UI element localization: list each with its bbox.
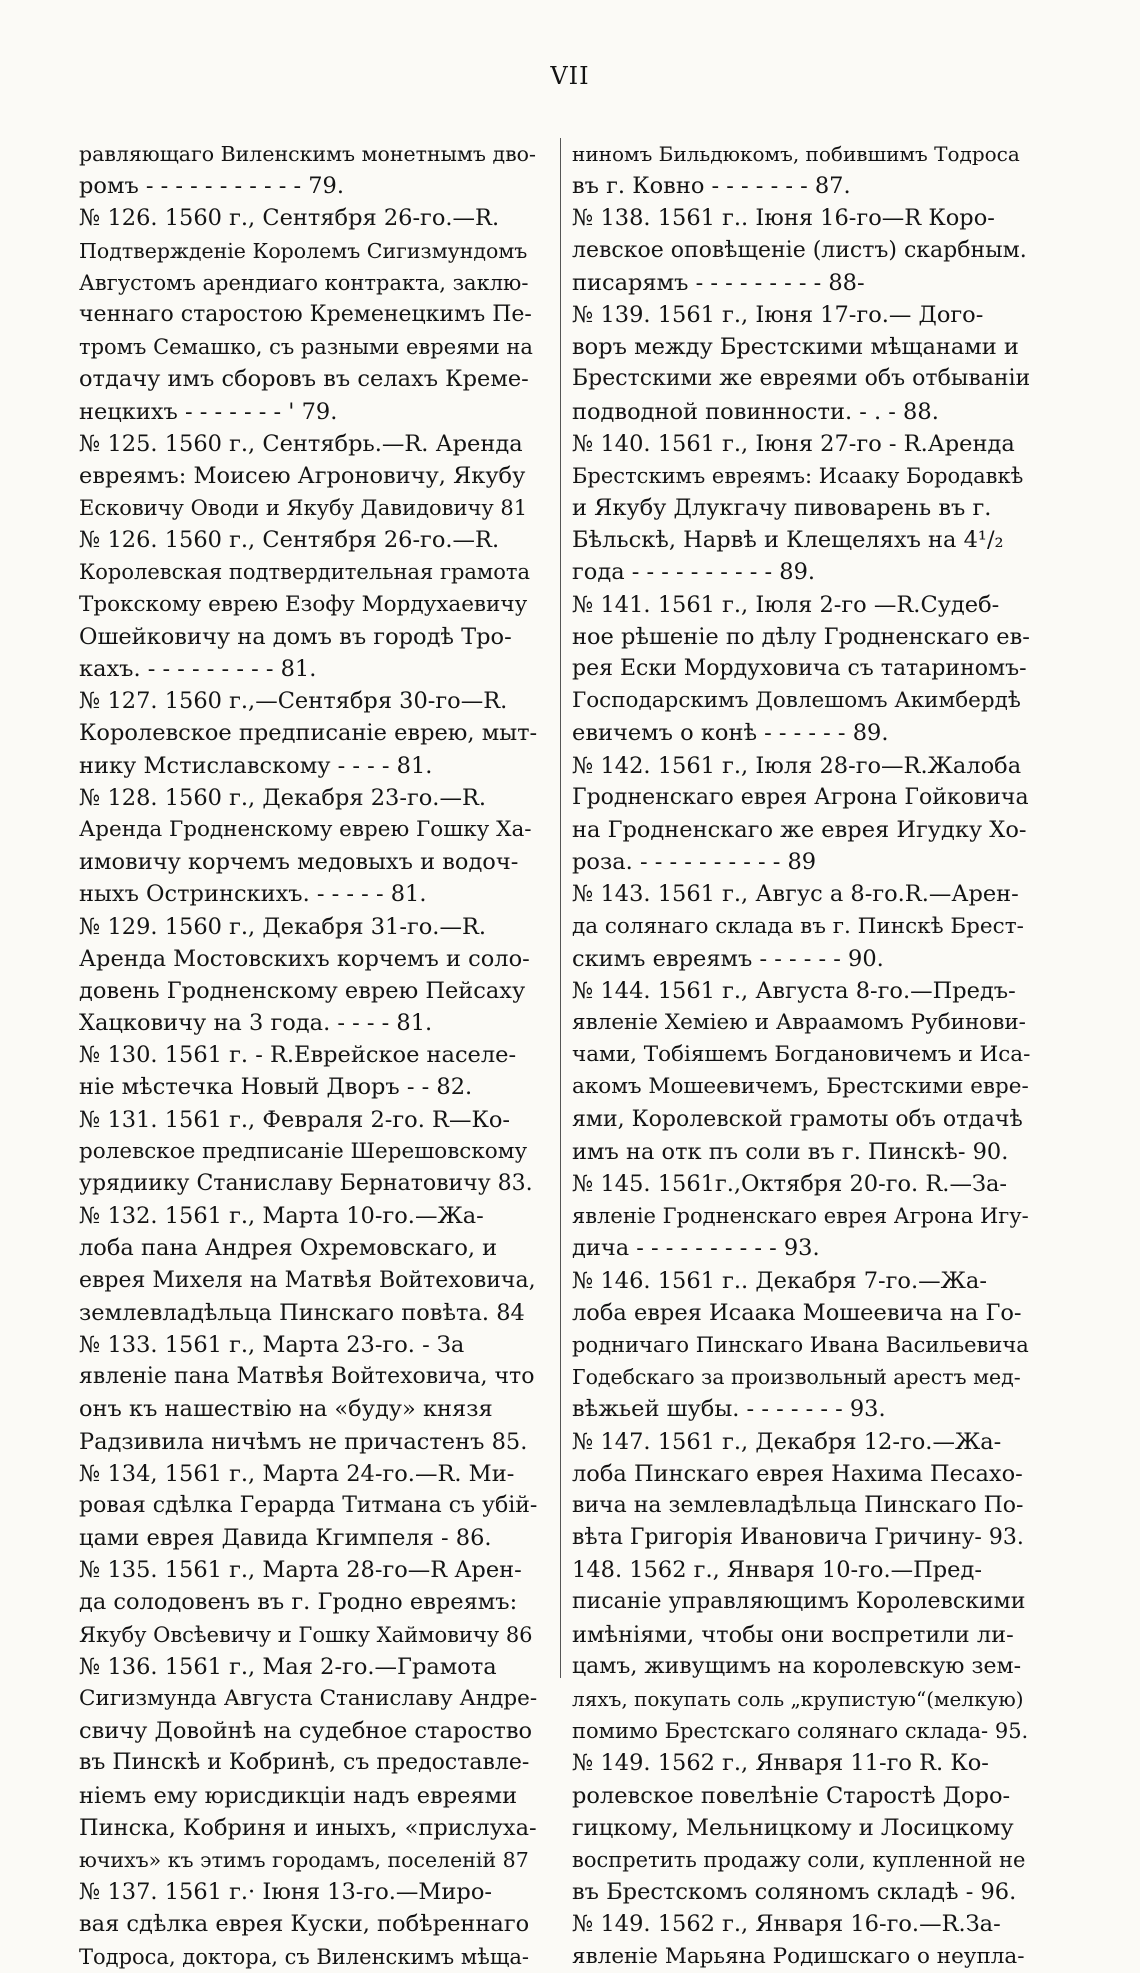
text-line: № 136. 1561 г., Мая 2-го.—Грамота [79,1653,497,1680]
text-line: вѣжьей шубы. - - - - - - - 93. [572,1396,886,1423]
text-line: № 129. 1560 г., Декабря 31-го.—R. [79,913,487,940]
text-line: года - - - - - - - - - - 89. [572,559,816,586]
text-line: № 125. 1560 г., Сентябрь.—R. Аренда [79,430,523,457]
text-line: Радзивила ничѣмъ не причастенъ 85. [79,1428,528,1455]
text-line: землевладѣльца Пинскаго повѣта. 84 [79,1299,525,1326]
text-line: родничаго Пинскаго Ивана Васильевича [572,1332,1029,1357]
text-line: № 149. 1562 г., Января 16-го.—R.За- [572,1911,1001,1938]
text-line: цами еврея Давида Кгимпеля - 86. [79,1525,492,1552]
text-line: имовичу корчемъ медовыхъ и водоч- [79,849,519,876]
text-line: ями, Королевской грамоты объ отдачѣ [572,1106,1023,1132]
text-line: и Якубу Длукгачу пивоварень въ г. [572,495,992,522]
text-line: № 147. 1561 г., Декабря 12-го.—Жа- [572,1428,1002,1455]
text-line: вича на землевладѣльца Пинскаго По- [572,1492,1024,1518]
text-line: № 134, 1561 г., Марта 24-го.—R. Ми- [79,1460,515,1487]
text-line: отдачу имъ сборовъ въ селахъ Креме- [79,366,529,393]
text-line: № 131. 1561 г., Февраля 2-го. R—Ко- [79,1106,511,1133]
text-line: Брестскими же евреями объ отбываніи [572,366,1030,392]
text-line: явленіе Хеміею и Авраамомъ Рубинови- [572,1010,1026,1036]
text-line: явленіе Марьяна Родишскаго о неупла- [572,1943,1025,1969]
text-line: Аренда Гродненскому еврею Гошку Ха- [79,816,532,842]
text-line: № 138. 1561 г.. Іюня 16-го—R Коро- [572,205,995,232]
text-line: лоба пана Андрея Охремовскаго, и [79,1235,498,1262]
text-line: № 139. 1561 г., Іюня 17-го.— Дого- [572,301,984,328]
text-line: Сигизмунда Августа Станиславу Андре- [79,1686,537,1711]
text-line: № 141. 1561 г., Іюля 2-го —R.Судеб- [572,591,1000,618]
text-line: № 132. 1561 г., Марта 10-го.—Жа- [79,1203,484,1230]
text-line: левское оповѣщеніе (листъ) скарбным. [572,237,1027,263]
text-line: въ Пинскѣ и Кобринѣ, съ предоставле- [79,1750,530,1776]
text-line: роза. - - - - - - - - - - 89 [572,849,817,876]
text-line: акомъ Мошеевичемъ, Брестскими евре- [572,1074,1029,1100]
page-number: VII [550,62,590,90]
text-line: ромъ - - - - - - - - - - - 79. [79,173,345,200]
text-line: Королевское предписаніе еврею, мыт- [79,720,537,747]
text-line: Пинска, Кобриня и иныхъ, «прислуха- [79,1814,537,1841]
text-line: явленіе пана Матвѣя Войтеховича, что [79,1364,535,1390]
text-line: Аренда Мостовскихъ корчемъ и соло- [79,945,530,972]
text-line: Хацковичу на 3 года. - - - - 81. [79,1010,433,1037]
text-line: ныхъ Остринскихъ. - - - - - 81. [79,881,427,908]
text-line: ролевское предписаніе Шерешовскому [79,1138,528,1164]
text-line: Бѣльскѣ, Нарвѣ и Клещеляхъ на 4¹/₂ [572,527,1004,554]
text-line: рея Ески Мордуховича съ татариномъ- [572,656,1027,681]
text-line: № 130. 1561 г. - R.Еврейское населе- [79,1042,517,1069]
text-line: въ г. Ковно - - - - - - - 87. [572,173,851,200]
text-line: нецкихъ - - - - - - - ' 79. [79,398,338,425]
text-line: № 143. 1561 г., Авгус а 8-го.R.—Арен- [572,881,1019,908]
text-line: на Гродненскаго же еврея Игудку Хо- [572,816,1027,843]
text-line: ное рѣшеніе по дѣлу Гродненскаго ев- [572,623,1030,650]
text-line: да солодовенъ въ г. Гродно евреямъ: [79,1589,518,1616]
text-line: чами, Тобіяшемъ Богдановичемъ и Иса- [572,1042,1030,1068]
text-line: № 149. 1562 г., Января 11-го R. Ко- [572,1750,989,1777]
text-line: № 127. 1560 г.,—Сентября 30-го—R. [79,688,508,715]
text-line: евичемъ о конѣ - - - - - - 89. [572,720,889,747]
text-line: № 135. 1561 г., Марта 28-го—R Арен- [79,1557,522,1584]
text-line: Августомъ арендиаго контракта, заклю- [79,270,529,295]
text-line: Королевская подтвердительная грамота [79,560,531,585]
text-line: подводной повинности. - . - 88. [572,398,939,425]
text-line: воръ между Брестскими мѣщанами и [572,334,1019,361]
text-line: № 126. 1560 г., Сентября 26-го.—R. [79,527,500,554]
text-line: Брестскимъ евреямъ: Исааку Бородавкѣ [572,463,1024,488]
text-line: евреямъ: Моисею Агроновичу, Якубу [79,462,526,489]
text-line: № 146. 1561 г.. Декабря 7-го.—Жа- [572,1267,987,1294]
text-line: помимо Брестскаго солянаго склада- 95. [572,1719,1029,1744]
text-line: № 128. 1560 г., Декабря 23-го.—R. [79,784,487,811]
text-line: Якубу Овсѣевичу и Гошку Хаймовичу 86 [79,1622,533,1647]
text-line: № 145. 1561г.,Октября 20-го. R.—За- [572,1171,1007,1197]
left-column [79,138,537,1973]
text-line: Годебскаго за произвольный арестъ мед- [572,1365,1021,1390]
text-line: писарямъ - - - - - - - - - 88- [572,269,865,296]
text-line: въ Брестскомъ соляномъ складѣ - 96. [572,1879,1017,1906]
right-column [572,138,1030,1973]
text-line: № 142. 1561 г., Іюля 28-го—R.Жалоба [572,752,1022,779]
text-line: тромъ Семашко, съ разными евреями на [79,335,533,360]
text-line: писаніе управляющимъ Королевскими [572,1589,1026,1615]
text-line: вѣта Григорія Ивановича Гричину- 93. [572,1525,1024,1551]
text-line: № 137. 1561 г.· Іюня 13-го.—Миро- [79,1879,492,1906]
text-line: ченнаго старостою Кременецкимъ Пе- [79,301,532,327]
text-line: ролевское повелѣніе Старостѣ Доро- [572,1782,1011,1809]
text-line: лоба еврея Исаака Мошеевича на Го- [572,1299,1022,1326]
text-line: Подтвержденіе Королемъ Сигизмундомъ [79,238,528,263]
text-line: Господарскимъ Довлешомъ Акимбердѣ [572,688,1021,714]
text-line: Гродненскаго еврея Агрона Гойковича [572,784,1029,810]
text-line: Тодроса, доктора, съ Виленскимъ мѣща- [79,1944,529,1969]
text-line: Есковичу Оводи и Якубу Давидовичу 81 [79,496,528,521]
text-line: лоба Пинскаго еврея Нахима Песахо- [572,1460,1023,1487]
text-line: довень Гродненскому еврею Пейсаху [79,977,526,1004]
text-line: онъ къ нашествію на «буду» князя [79,1396,493,1423]
text-line: вая сдѣлка еврея Куски, побѣреннаго [79,1911,530,1938]
text-line: Трокскому еврею Езофу Мордухаевичу [79,591,528,617]
text-line: кахъ. - - - - - - - - - 81. [79,656,317,682]
text-line: нику Мстиславскому - - - - 81. [79,752,433,779]
text-line: равляющаго Виленскимъ монетнымъ дво- [79,142,536,166]
text-line: явленіе Гродненскаго еврея Агрона Игу- [572,1204,1029,1229]
text-line: дича - - - - - - - - - - 93. [572,1235,820,1262]
text-line: имъ на отк пъ соли въ г. Пинскѣ- 90. [572,1138,1009,1165]
text-line: ніемъ ему юрисдикціи надъ евреями [79,1782,518,1809]
text-line: Ошейковичу на домъ въ городѣ Тро- [79,623,512,650]
text-line: урядиику Станиславу Бернатовичу 83. [79,1171,533,1196]
text-line: свичу Довойнѣ на судебное староство [79,1718,533,1745]
column-divider [560,138,561,1678]
text-line: да солянаго склада въ г. Пинскѣ Брест- [572,913,1024,939]
text-line: 148. 1562 г., Января 10-го.—Пред- [572,1557,982,1584]
text-line: воспретить продажу соли, купленной не [572,1847,1026,1872]
text-line: гицкому, Мельницкому и Лосицкому [572,1814,1014,1841]
text-line: ниномъ Бильдюкомъ, побившимъ Тодроса [572,142,1020,166]
text-line: ровая сдѣлка Герарда Титмана съ убій- [79,1492,537,1518]
text-line: ляхъ, покупать соль „крупистую“(мелкую) [572,1687,1024,1711]
text-line: скимъ евреямъ - - - - - - 90. [572,945,884,972]
text-line: еврея Михеля на Матвѣя Войтеховича, [79,1267,536,1293]
text-line: № 144. 1561 г., Августа 8-го.—Предъ- [572,977,1016,1004]
text-line: № 140. 1561 г., Іюня 27-го - R.Аренда [572,430,1015,457]
text-line: № 133. 1561 г., Марта 23-го. - За [79,1331,465,1358]
text-line: имѣніями, чтобы они воспретили ли- [572,1621,1014,1648]
text-line: ючихъ» къ этимъ городамъ, поселеній 87 [79,1847,529,1872]
text-line: № 126. 1560 г., Сентября 26-го.—R. [79,205,500,232]
text-line: цамъ, живущимъ на королевскую зем- [572,1653,1022,1679]
text-line: ніе мѣстечка Новый Дворъ - - 82. [79,1074,473,1101]
